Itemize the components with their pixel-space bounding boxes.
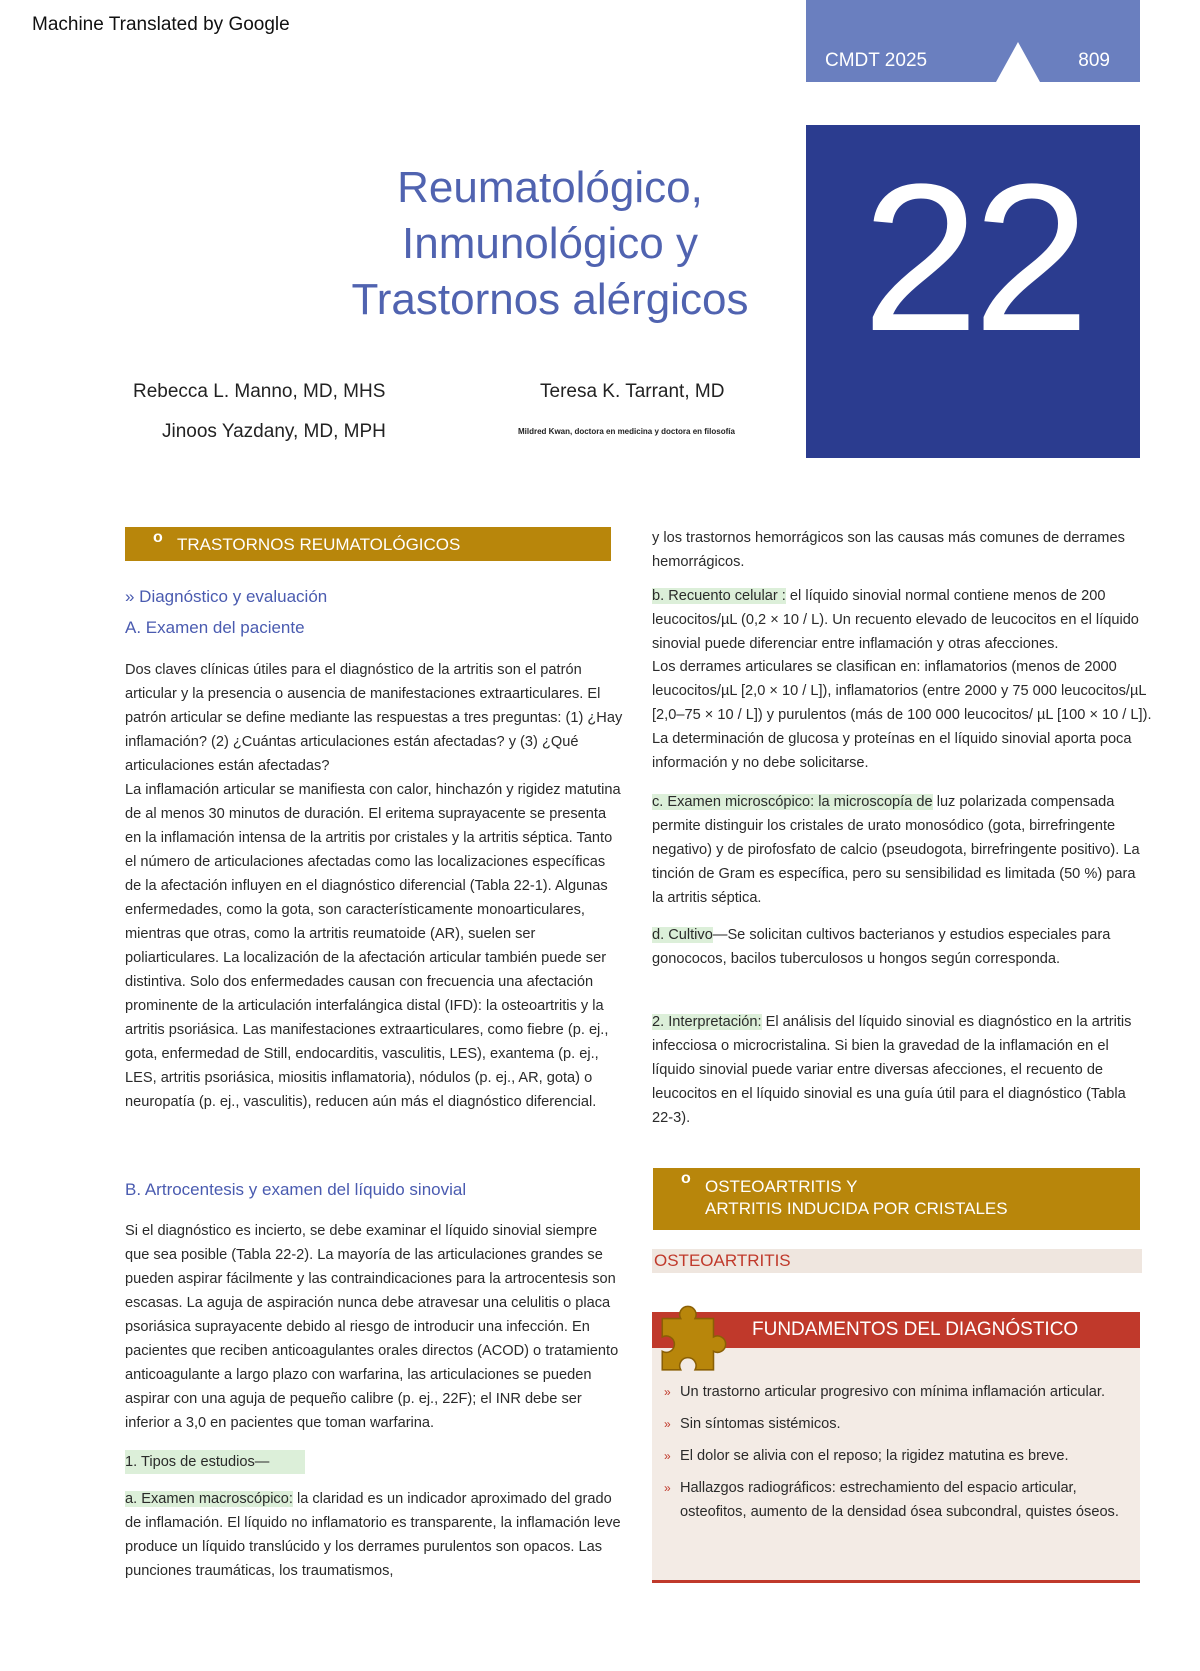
- highlighted-lead: b. Recuento celular :: [652, 588, 786, 604]
- author-name: Mildred Kwan, doctora en medicina y doctora en filosofía: [518, 427, 735, 436]
- osteoarthritis-heading: OSTEOARTRITIS: [652, 1249, 1142, 1273]
- author-name: Jinoos Yazdany, MD, MPH: [162, 421, 386, 442]
- page-number: 809: [1078, 50, 1110, 71]
- diagnosis-list: [662, 1380, 1132, 1532]
- section-title-line: ARTRITIS INDUCIDA POR CRISTALES: [705, 1199, 1008, 1218]
- body-paragraph: [652, 790, 1142, 910]
- highlighted-lead: a. Examen macroscópico:: [125, 1491, 293, 1507]
- paragraph-text: Si el diagnóstico es incierto, se debe examinar el líquido sinovial siempre que sea posible (Tabla 22-2). La mayoría de las articulaciones grandes se pueden aspirar fácilmente y las contraindicaciones para la artrocentesis son escasas. La aguja de aspiración nunca debe atravesar una celulitis o placa psoriásica suprayacente debido al riesgo de introducir una infección. En pacientes que reciben anticoagulantes orales directos (ACOD) o tratamiento anticoagulante a largo plazo con warfarina, las articulaciones se pueden aspirar con una aguja de pequeño calibre (p. ej., 22F); el INR debe ser inferior a 3,0 en pacientes que toman warfarina.: [125, 1223, 619, 1431]
- paragraph-text: la claridad es un indicador aproximado del grado de inflamación. El líquido no inflamatorio es transparente, la inflamación leve produce un líquido translúcido y los derrames purulentos son opacos. Las punciones traumáticas, los traumatismos,: [125, 1491, 621, 1579]
- section-title: [705, 1176, 1125, 1220]
- paragraph-text: Dos claves clínicas útiles para el diagnóstico de la artritis son el patrón articular y la presencia o ausencia de manifestaciones extraarticulares. El patrón articular se define mediante las respuestas a tres preguntas: (1) ¿Hay inflamación? (2) ¿Cuántas articulaciones están afectadas? y (3) ¿Qué articulaciones están afectadas?: [125, 662, 623, 774]
- diagnosis-essentials-box: [652, 1312, 1140, 1583]
- highlighted-lead: c. Examen microscópico: la microscopía de: [652, 794, 933, 810]
- paragraph-text: —Se solicitan cultivos bacterianos y estudios especiales para gonococos, bacilos tuberculosos u hongos según corresponda.: [652, 927, 1111, 967]
- body-paragraph: [125, 658, 625, 1114]
- bullet-marker: »: [664, 1481, 671, 1495]
- bullet-marker: »: [664, 1385, 671, 1399]
- chapter-title-line: Inmunológico y: [402, 219, 698, 268]
- subheading-diagnosis: » Diagnóstico y evaluación: [125, 587, 328, 606]
- paragraph-text: El análisis del líquido sinovial es diagnóstico en la artritis infecciosa o microcristalina. Si bien la gravedad de la inflamación en el líquido sinovial puede variar entre diversas afecciones, el recuento de leucocitos en el líquido sinovial es una guía útil para el diagnóstico (Tabla 22-3).: [652, 1014, 1132, 1126]
- bullet-marker: »: [664, 1449, 671, 1463]
- puzzle-piece-icon: [652, 1296, 734, 1378]
- body-paragraph: [125, 1487, 625, 1583]
- header-notch: [996, 42, 1040, 82]
- body-paragraph: [652, 655, 1152, 775]
- body-paragraph: [125, 1219, 625, 1435]
- header-tab: [806, 0, 1140, 82]
- subheading-arthrocentesis: B. Artrocentesis y examen del líquido sinovial: [125, 1180, 467, 1199]
- section-header-rheumatologic: [125, 527, 611, 561]
- subheading-patient-exam: A. Examen del paciente: [125, 618, 305, 637]
- paragraph-text: el líquido sinovial normal contiene menos de 200 leucocitos/µL (0,2 × 10 / L). Un recuento elevado de leucocitos en el líquido sinovial puede diferenciar entre inflamación y otras afecciones.: [652, 588, 1139, 652]
- author-name: Rebecca L. Manno, MD, MHS: [133, 381, 386, 402]
- section-header-osteoarthritis: [653, 1168, 1140, 1230]
- list-item-text: Un trastorno articular progresivo con mínima inflamación articular.: [680, 1384, 1106, 1400]
- chapter-title-line: Reumatológico,: [397, 163, 703, 212]
- chapter-number-block: [806, 125, 1140, 458]
- paragraph-text: luz polarizada compensada permite distinguir los cristales de urato monosódico (gota, birrefringente negativo) y de pirofosfato de calcio (pseudogota, birrefringente positivo). La tinción de Gram es específica, pero su sensibilidad es limitada (50 %) para la artritis séptica.: [652, 794, 1140, 906]
- author-name: Teresa K. Tarrant, MD: [540, 381, 725, 402]
- list-item-text: Hallazgos radiográficos: estrechamiento del espacio articular, osteofitos, aumento de la densidad ósea subcondral, quistes óseos.: [680, 1480, 1119, 1520]
- paragraph-text: y los trastornos hemorrágicos son las causas más comunes de derrames hemorrágicos.: [652, 530, 1125, 570]
- diagnosis-essentials-title: FUNDAMENTOS DEL DIAGNÓSTICO: [752, 1319, 1079, 1340]
- section-title-line: OSTEOARTRITIS Y: [705, 1177, 858, 1196]
- section-title: TRASTORNOS REUMATOLÓGICOS: [177, 535, 461, 554]
- section-bullet-icon: o: [681, 1170, 691, 1187]
- highlighted-lead: 2. Interpretación:: [652, 1014, 762, 1030]
- body-paragraph: [652, 1010, 1142, 1130]
- body-paragraph: [652, 584, 1142, 656]
- body-paragraph: [652, 923, 1142, 971]
- body-paragraph: [652, 526, 1142, 574]
- list-item-text: El dolor se alivia con el reposo; la rigidez matutina es breve.: [680, 1448, 1069, 1464]
- list-item: [662, 1476, 1132, 1524]
- list-item: [662, 1380, 1132, 1404]
- subheading-study-types: 1. Tipos de estudios—: [125, 1450, 305, 1474]
- list-item: [662, 1412, 1132, 1436]
- chapter-number: 22: [862, 140, 1084, 375]
- highlighted-lead: d. Cultivo: [652, 927, 713, 943]
- machine-translation-notice: Machine Translated by Google: [32, 14, 290, 35]
- book-title: CMDT 2025: [825, 50, 928, 71]
- paragraph-text: Los derrames articulares se clasifican en: inflamatorios (menos de 2000 leucocitos/µL [2,0 × 10 / L]), inflamatorios (entre 2000 y 75 000 leucocitos/µL [2,0–75 × 10 / L]) y purulentos (más de 100 000 leucocitos/ µL [100 × 10 / L]). La determinación de glucosa y proteínas en el líquido sinovial aporta poca información y no debe solicitarse.: [652, 659, 1152, 771]
- paragraph-text: La inflamación articular se manifiesta con calor, hinchazón y rigidez matutina de al menos 30 minutos de duración. El eritema suprayacente se presenta en la inflamación intensa de la artritis por cristales y la artritis séptica. Tanto el número de articulaciones afectadas como las localizaciones específicas de la afectación influyen en el diagnóstico diferencial (Tabla 22-1). Algunas enfermedades, como la gota, son característicamente monoarticulares, mientras que otras, como la artritis reumatoide (AR), suelen ser poliarticulares. La localización de la afectación articular también puede ser distintiva. Solo dos enfermedades causan con frecuencia una afectación prominente de la articulación interfalángica distal (IFD): la osteoartritis y la artritis psoriásica. Las manifestaciones extraarticulares, como fiebre (p. ej., gota, enfermedad de Still, endocarditis, vasculitis, LES), exantema (p. ej., LES, artritis psoriásica, miositis inflamatoria), nódulos (p. ej., AR, gota) o neuropatía (p. ej., vasculitis), reducen aún más el diagnóstico diferencial.: [125, 782, 621, 1110]
- list-item: [662, 1444, 1132, 1468]
- chapter-title-line: Trastornos alérgicos: [351, 275, 749, 324]
- chapter-title: [300, 160, 800, 328]
- section-bullet-icon: o: [153, 529, 163, 546]
- list-item-text: Sin síntomas sistémicos.: [680, 1416, 841, 1432]
- bullet-marker: »: [664, 1417, 671, 1431]
